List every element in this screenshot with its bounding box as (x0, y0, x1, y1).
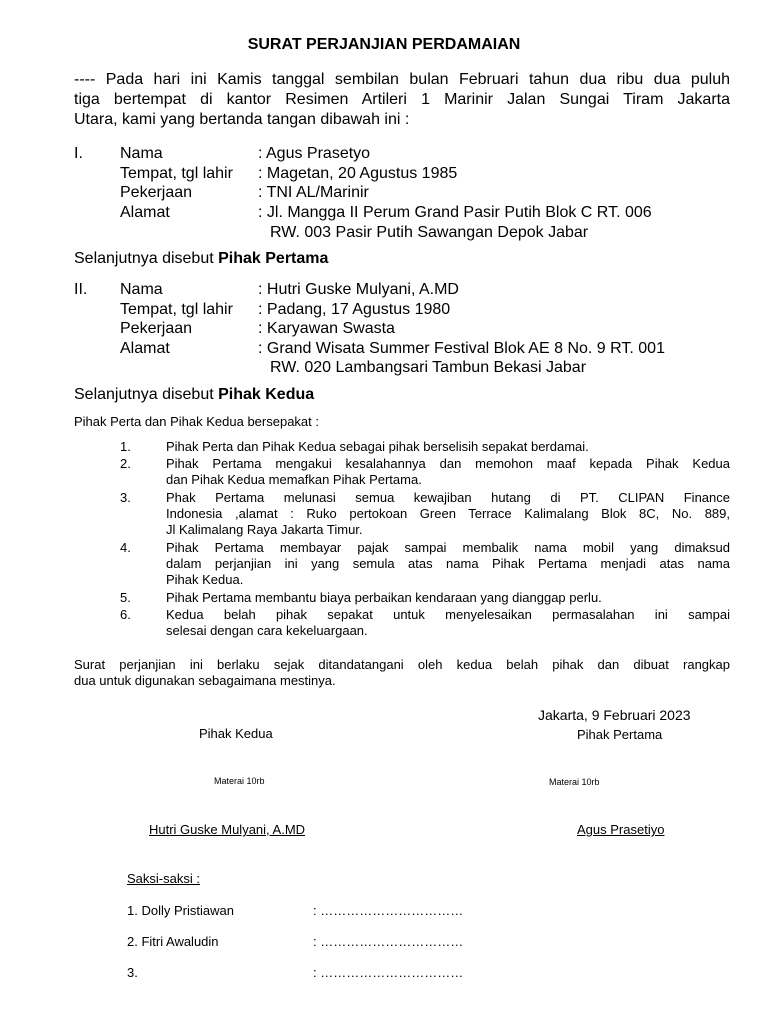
intro-line: ---- Pada hari ini Kamis tanggal sembilan bulan Februari tahun dua ribu dua puluh (74, 71, 730, 88)
party-one-ttl-label: Tempat, tgl lahir (120, 165, 233, 182)
list-item (166, 607, 730, 639)
party-two-pekerjaan-label: Pekerjaan (120, 320, 193, 337)
place-date: Jakarta, 9 Februari 2023 (538, 707, 691, 723)
party-one-pekerjaan: : TNI AL/Marinir (258, 184, 369, 201)
list-item-line: Pihak Pertama mengakui kesalahannya dan memohon maaf kepada Pihak Kedua (166, 456, 730, 471)
list-item-number: 1. (120, 439, 131, 454)
left-sign-role: Pihak Kedua (199, 726, 273, 741)
party-two-alamat-line2: RW. 020 Lambangsari Tambun Bekasi Jabar (270, 359, 587, 376)
witness-name: 2. Fitri Awaludin (127, 934, 219, 949)
witness-name: 1. Dolly Pristiawan (127, 903, 234, 918)
right-materai: Materai 10rb (549, 777, 600, 787)
list-item-line: dan Pihak Kedua memafkan Pihak Pertama. (166, 472, 422, 487)
list-item (166, 590, 730, 606)
list-item-line: selesai dengan cara kekeluargaan. (166, 623, 368, 638)
party-one-pekerjaan-label: Pekerjaan (120, 184, 193, 201)
party-one-alamat-label: Alamat (120, 204, 170, 221)
party-two-designation (74, 385, 314, 405)
party-two-numeral: II. (74, 281, 88, 298)
list-item (166, 490, 730, 538)
list-item-line: Pihak Pertama membayar pajak sampai membalik nama mobil yang dimaksud (166, 540, 730, 555)
party-two-alamat-line1: : Grand Wisata Summer Festival Blok AE 8 No. 9 RT. 001 (258, 340, 665, 357)
list-item-line: Indonesia ,alamat : Ruko pertokoan Green Terrace Kalimalang Blok 8C, No. 889, (166, 506, 730, 521)
intro-paragraph (74, 70, 730, 130)
closing-paragraph (74, 657, 730, 689)
list-item-number: 5. (120, 590, 131, 605)
party-one-alamat-line1: : Jl. Mangga II Perum Grand Pasir Putih Blok C RT. 006 (258, 204, 652, 221)
list-item-line: Pihak Perta dan Pihak Kedua sebagai pihak berselisih sepakat berdamai. (166, 439, 589, 454)
list-item (166, 540, 730, 588)
left-materai: Materai 10rb (214, 776, 265, 786)
list-item-line: Phak Pertama melunasi semua kewajiban hutang di PT. CLIPAN Finance (166, 490, 730, 505)
party-one-alamat-line2: RW. 003 Pasir Putih Sawangan Depok Jabar (270, 224, 589, 241)
party-one-ttl: : Magetan, 20 Agustus 1985 (258, 165, 458, 182)
document-title: SURAT PERJANJIAN PERDAMAIAN (247, 36, 521, 53)
party-one-designation (74, 249, 328, 269)
designation-prefix: Selanjutnya disebut (74, 250, 219, 267)
right-sign-name: Agus Prasetiyo (577, 822, 665, 837)
intro-line: Utara, kami yang bertanda tangan dibawah ini : (74, 111, 410, 128)
closing-line: dua untuk digunakan sebagaimana mestinya. (74, 673, 336, 688)
designation-name: Pihak Pertama (218, 250, 329, 267)
list-item-line: Kedua belah pihak sepakat untuk menyelesaikan permasalahan ini sampai (166, 607, 730, 622)
party-two-nama: : Hutri Guske Mulyani, A.MD (258, 281, 459, 298)
designation-prefix: Selanjutnya disebut (74, 386, 219, 403)
party-one-nama-label: Nama (120, 145, 163, 162)
list-item-number: 2. (120, 456, 131, 471)
left-sign-name: Hutri Guske Mulyani, A.MD (149, 822, 306, 837)
list-item-line: Jl Kalimalang Raya Jakarta Timur. (166, 522, 363, 537)
list-item-line: dalam perjanjian ini yang semula atas nama Pihak Pertama menjadi atas nama (166, 556, 730, 571)
witness-signature-line: : …………………………… (313, 903, 464, 918)
witness-signature-line: : …………………………… (313, 934, 464, 949)
party-two-alamat-label: Alamat (120, 340, 170, 357)
intro-line: tiga bertempat di kantor Resimen Artileri 1 Marinir Jalan Sungai Tiram Jakarta (74, 91, 730, 108)
list-item-number: 6. (120, 607, 131, 622)
agreement-intro: Pihak Perta dan Pihak Kedua bersepakat : (74, 414, 319, 429)
list-item-line: Pihak Kedua. (166, 572, 244, 587)
party-two-nama-label: Nama (120, 281, 163, 298)
right-sign-role: Pihak Pertama (577, 727, 663, 742)
party-two-pekerjaan: : Karyawan Swasta (258, 320, 395, 337)
list-item-number: 4. (120, 540, 131, 555)
designation-name: Pihak Kedua (218, 386, 315, 403)
list-item-line: Pihak Pertama membantu biaya perbaikan kendaraan yang dianggap perlu. (166, 590, 602, 605)
list-item-number: 3. (120, 490, 131, 505)
witness-heading: Saksi-saksi : (127, 871, 200, 886)
witness-signature-line: : …………………………… (313, 965, 464, 980)
list-item (166, 456, 730, 488)
party-two-ttl: : Padang, 17 Agustus 1980 (258, 301, 451, 318)
party-one-numeral: I. (74, 145, 83, 162)
list-item (166, 439, 730, 455)
closing-line: Surat perjanjian ini berlaku sejak ditandatangani oleh kedua belah pihak dan dibuat rangkap (74, 657, 730, 672)
party-one-nama: : Agus Prasetyo (258, 145, 371, 162)
party-two-ttl-label: Tempat, tgl lahir (120, 301, 233, 318)
witness-name: 3. (127, 965, 138, 980)
